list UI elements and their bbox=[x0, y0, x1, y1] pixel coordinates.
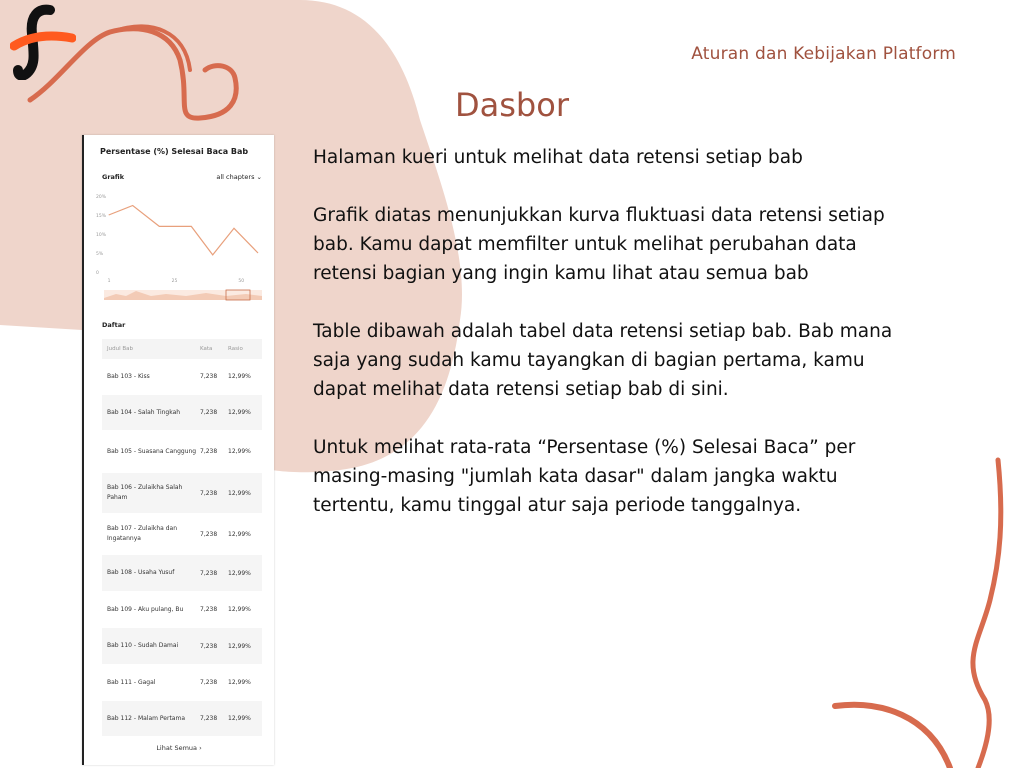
filter-value: all chapters bbox=[216, 173, 255, 181]
column-header-title: Judul Bab bbox=[107, 346, 133, 352]
completion-ratio: 12,99% bbox=[228, 373, 251, 380]
table-row[interactable] bbox=[102, 473, 262, 514]
completion-ratio: 12,99% bbox=[228, 409, 251, 416]
paragraph-4: Untuk melihat rata-rata “Persentase (%) Selesai Baca” per masing-masing "jumlah kata dasar" dalam jangka waktu tertentu, kamu tinggal atur saja periode tanggalnya. bbox=[313, 437, 856, 516]
y-tick-label: 0 bbox=[96, 271, 99, 276]
table-row[interactable] bbox=[102, 592, 262, 628]
completion-ratio: 12,99% bbox=[228, 715, 251, 722]
description-text bbox=[313, 143, 893, 549]
column-header-words: Kata bbox=[200, 346, 213, 352]
paragraph-1: Halaman kueri untuk melihat data retensi setiap bab bbox=[313, 147, 803, 168]
chart-label: Grafik bbox=[102, 173, 125, 181]
completion-ratio: 12,99% bbox=[228, 489, 251, 497]
chapter-title: Bab 105 - Suasana Canggung bbox=[107, 447, 197, 455]
y-tick-label: 20% bbox=[96, 195, 107, 200]
chapter-title: Bab 106 - Zulaikha Salah Paham bbox=[107, 484, 183, 501]
chapter-title: Bab 112 - Malam Pertama bbox=[107, 714, 186, 722]
completion-ratio: 12,99% bbox=[228, 448, 251, 455]
word-count: 7,238 bbox=[200, 530, 218, 538]
chapter-title: Bab 107 - Zulaikha dan Ingatannya bbox=[107, 525, 178, 542]
paragraph-2: Grafik diatas menunjukkan kurva fluktuasi data retensi setiap bab. Kamu dapat memfilter untuk melihat perubahan data retensi bagian yang ingin kamu lihat atau semua bab bbox=[313, 205, 885, 284]
chapter-title: Bab 108 - Usaha Yusuf bbox=[107, 569, 175, 576]
word-count: 7,238 bbox=[200, 715, 218, 722]
table-row[interactable] bbox=[102, 514, 262, 555]
completion-ratio: 12,99% bbox=[228, 530, 251, 538]
y-tick-label: 15% bbox=[96, 214, 107, 219]
brand-logo bbox=[10, 4, 76, 80]
x-tick-label: 25 bbox=[171, 279, 178, 284]
chapter-title: Bab 104 - Salah Tingkah bbox=[107, 408, 181, 416]
scribble-bottom bbox=[835, 705, 950, 768]
table-row[interactable] bbox=[102, 628, 262, 665]
series-line bbox=[109, 206, 258, 255]
chapter-table bbox=[102, 339, 262, 737]
completion-ratio: 12,99% bbox=[228, 642, 251, 650]
word-count: 7,238 bbox=[200, 679, 218, 686]
list-label: Daftar bbox=[102, 321, 126, 329]
completion-ratio: 12,99% bbox=[228, 569, 251, 577]
table-row[interactable] bbox=[102, 555, 262, 592]
x-tick-label: 50 bbox=[238, 279, 245, 284]
word-count: 7,238 bbox=[200, 606, 218, 613]
word-count: 7,238 bbox=[200, 448, 218, 455]
y-tick-label: 10% bbox=[96, 233, 107, 238]
section-label: Aturan dan Kebijakan Platform bbox=[691, 44, 956, 64]
word-count: 7,238 bbox=[200, 373, 218, 380]
phone-screenshot bbox=[82, 135, 274, 765]
completion-ratio: 12,99% bbox=[228, 679, 251, 686]
scribble-right bbox=[973, 460, 1001, 768]
table-row[interactable] bbox=[102, 395, 262, 431]
y-tick-label: 5% bbox=[96, 252, 104, 257]
word-count: 7,238 bbox=[200, 409, 218, 416]
chevron-down-icon: ⌄ bbox=[256, 173, 262, 181]
chapter-title: Bab 109 - Aku pulang, Bu bbox=[107, 605, 184, 613]
chapter-title: Bab 110 - Sudah Damai bbox=[107, 642, 179, 649]
word-count: 7,238 bbox=[200, 642, 218, 650]
chapter-title: Bab 103 - Kiss bbox=[107, 372, 150, 380]
chapter-filter-dropdown[interactable] bbox=[216, 173, 262, 181]
see-all-link[interactable]: Lihat Semua › bbox=[156, 744, 202, 752]
table-row[interactable] bbox=[102, 701, 262, 737]
table-row[interactable] bbox=[102, 359, 262, 395]
card-title: Persentase (%) Selesai Baca Bab bbox=[100, 147, 249, 156]
completion-ratio: 12,99% bbox=[228, 606, 251, 613]
table-header bbox=[102, 339, 262, 359]
range-selector[interactable] bbox=[104, 290, 262, 300]
paragraph-3: Table dibawah adalah tabel data retensi setiap bab. Bab mana saja yang sudah kamu tayangkan di bagian pertama, kamu dapat melihat data retensi setiap bab di sini. bbox=[313, 321, 893, 400]
word-count: 7,238 bbox=[200, 569, 218, 577]
retention-line-chart bbox=[96, 190, 268, 305]
word-count: 7,238 bbox=[200, 489, 218, 497]
table-row[interactable] bbox=[102, 665, 262, 701]
column-header-ratio: Rasio bbox=[228, 346, 243, 352]
chapter-title: Bab 111 - Gagal bbox=[107, 678, 156, 686]
x-tick-label: 1 bbox=[107, 279, 111, 284]
page-title: Dasbor bbox=[455, 86, 569, 124]
table-row[interactable] bbox=[102, 431, 262, 473]
